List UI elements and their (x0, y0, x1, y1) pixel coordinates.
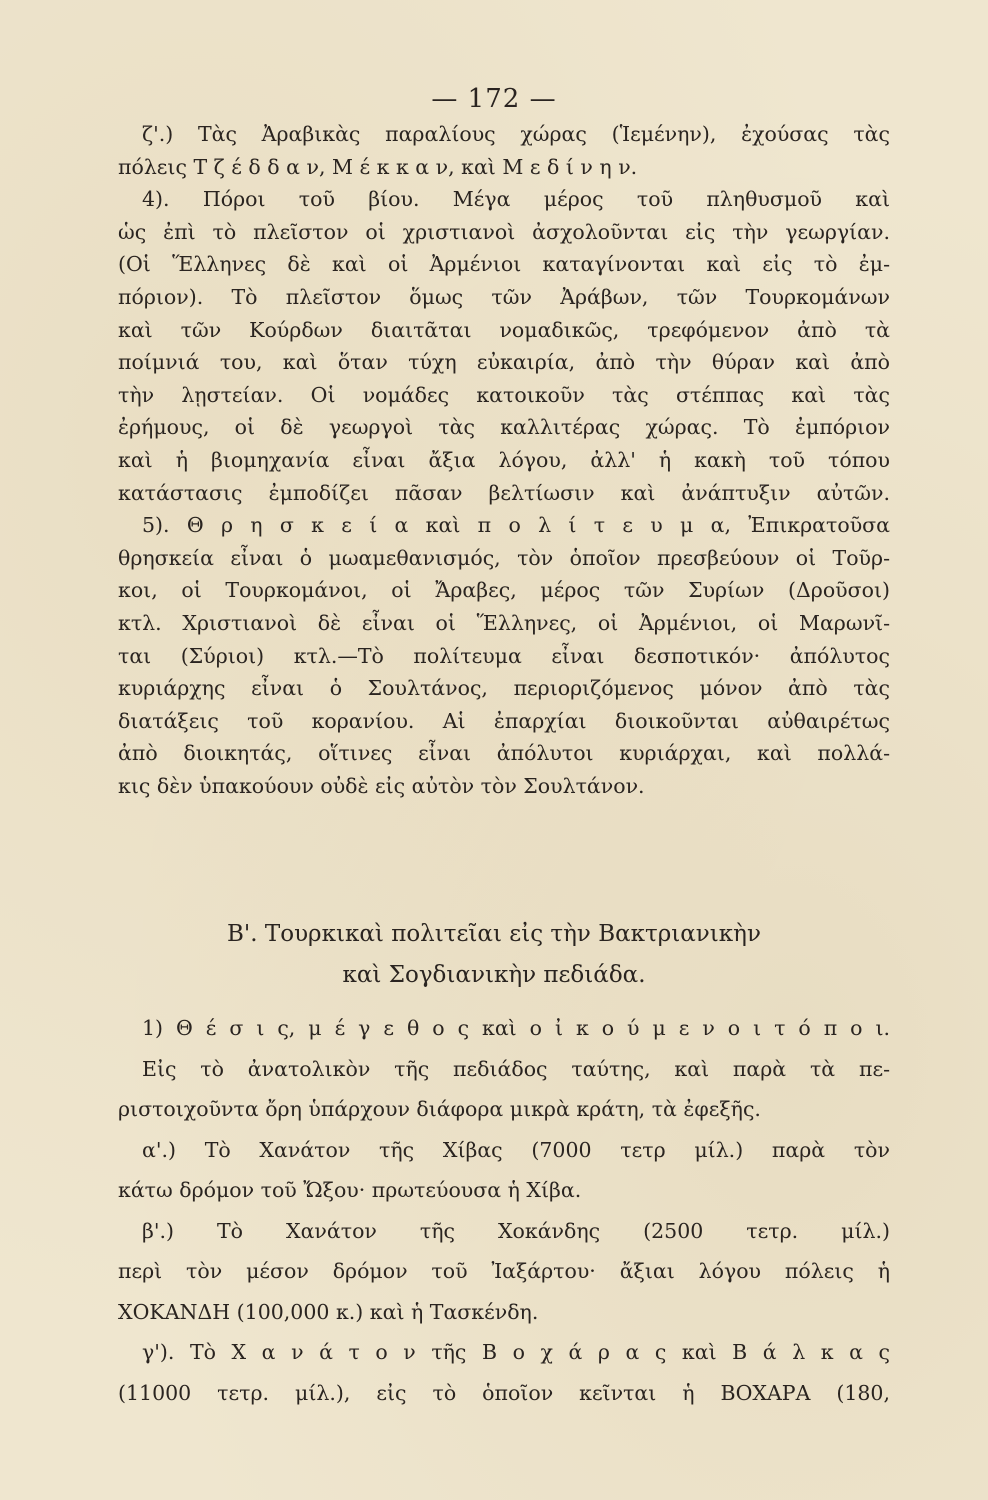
text-line: ποίμνιά του, καὶ ὅταν τύχη εὐκαιρία, ἀπὸ τὴν θύραν καὶ ἀπὸ (118, 350, 890, 375)
section-heading: Β'. Τουρκικαὶ πολιτεῖαι εἰς τὴν Βακτριανικὴν (227, 921, 761, 947)
section-heading-subline: καὶ Σογδιανικὴν πεδιάδα. (342, 962, 646, 988)
text-line: (11000 τετρ. μίλ.), εἰς τὸ ὁποῖον κεῖνται ἡ ΒΟΧΑΡΑ (180, (118, 1380, 890, 1405)
text-line: κις δὲν ὑπακούουν οὐδὲ εἰς αὐτὸν τὸν Σουλτάνον. (118, 773, 645, 798)
text-line: τὴν λῃστείαν. Οἱ νομάδες κατοικοῦν τὰς στέππας καὶ τὰς (118, 382, 890, 407)
text-line: γ'). Τὸ Χ α ν ά τ ο ν τῆς Β ο χ ά ρ α ς καὶ Β ά λ κ α ς (142, 1340, 890, 1364)
text-line: κάτω δρόμον τοῦ Ὤξου· πρωτεύουσα ἡ Χίβα. (118, 1178, 582, 1202)
text-line: κατάστασις ἐμποδίζει πᾶσαν βελτίωσιν καὶ ἀνάπτυξιν αὐτῶν. (118, 480, 890, 505)
text-line: ζ'.) Τὰς Ἀραβικὰς παραλίους χώρας (Ἱεμένην), ἐχούσας τὰς (142, 122, 890, 146)
text-line: 1) Θ έ σ ι ς, μ έ γ ε θ ο ς καὶ ο ἰ κ ο ύ μ ε ν ο ι τ ό π ο ι. (142, 1016, 890, 1040)
text-line: ἐρήμους, οἱ δὲ γεωργοὶ τὰς καλλιτέρας χώρας. Τὸ ἐμπόριον (118, 415, 890, 440)
text-line: θρησκεία εἶναι ὁ μωαμεθανισμός, τὸν ὁποῖον πρεσβεύουν οἱ Τοῦρ- (118, 545, 890, 570)
text-line: διατάξεις τοῦ κορανίου. Αἱ ἐπαρχίαι διοικοῦνται αὐθαιρέτως (118, 708, 890, 733)
text-line: καὶ τῶν Κούρδων διαιτᾶται νομαδικῶς, τρεφόμενον ἀπὸ τὰ (118, 317, 890, 342)
text-line: ριστοιχοῦντα ὄρη ὑπάρχουν διάφορα μικρὰ κράτη, τὰ ἐφεξῆς. (118, 1097, 761, 1121)
text-line: 5). Θ ρ η σ κ ε ί α καὶ π ο λ ί τ ε υ μ α, Ἐπικρατοῦσα (142, 513, 890, 538)
text-line: ἀπὸ διοικητάς, οἵτινες εἶναι ἀπόλυτοι κυριάρχαι, καὶ πολλά- (118, 741, 890, 766)
text-line: πόριον). Τὸ πλεῖστον ὅμως τῶν Ἀράβων, τῶν Τουρκομάνων (118, 284, 890, 309)
text-line: Εἰς τὸ ἀνατολικὸν τῆς πεδιάδος ταύτης, καὶ παρὰ τὰ πε- (142, 1056, 890, 1081)
text-line: (Οἱ Ἕλληνες δὲ καὶ οἱ Ἀρμένιοι καταγίνονται καὶ εἰς τὸ ἐμ- (118, 252, 890, 277)
text-line: πόλεις Τ ζ έ δ δ α ν, Μ έ κ κ α ν, καὶ Μ ε δ ί ν η ν. (118, 154, 638, 179)
text-line: ὡς ἐπὶ τὸ πλεῖστον οἱ χριστιανοὶ ἀσχολοῦνται εἰς τὴν γεωργίαν. (118, 219, 890, 244)
text-line: καὶ ἡ βιομηχανία εἶναι ἄξια λόγου, ἀλλ' ἡ κακὴ τοῦ τόπου (118, 447, 890, 472)
text-line: κτλ. Χριστιανοὶ δὲ εἶναι οἱ Ἕλληνες, οἱ Ἀρμένιοι, οἱ Μαρωνῖ- (118, 610, 890, 635)
text-line: 4). Πόροι τοῦ βίου. Μέγα μέρος τοῦ πληθυσμοῦ καὶ (142, 187, 890, 212)
paragraph-block-1 (118, 118, 890, 802)
page-number: — 172 — (431, 84, 557, 114)
text-line: κυριάρχης εἶναι ὁ Σουλτάνος, περιοριζόμενος μόνον ἀπὸ τὰς (118, 676, 890, 701)
paragraph-block-2 (118, 1008, 890, 1413)
text-line: ται (Σύριοι) κτλ.—Τὸ πολίτευμα εἶναι δεσποτικόν· ἀπόλυτος (118, 643, 890, 668)
text-line: κοι, οἱ Τουρκομάνοι, οἱ Ἄραβες, μέρος τῶν Συρίων (Δροῦσοι) (118, 578, 890, 603)
text-line: ΧΟΚΑΝΔΗ (100,000 κ.) καὶ ἡ Τασκένδη. (118, 1299, 539, 1324)
text-line: α'.) Τὸ Χανάτον τῆς Χίβας (7000 τετρ μίλ.) παρὰ τὸν (142, 1137, 890, 1162)
text-line: β'.) Τὸ Χανάτον τῆς Χοκάνδης (2500 τετρ. μίλ.) (142, 1218, 890, 1243)
text-line: περὶ τὸν μέσον δρόμον τοῦ Ἰαξάρτου· ἄξιαι λόγου πόλεις ἡ (118, 1259, 890, 1283)
